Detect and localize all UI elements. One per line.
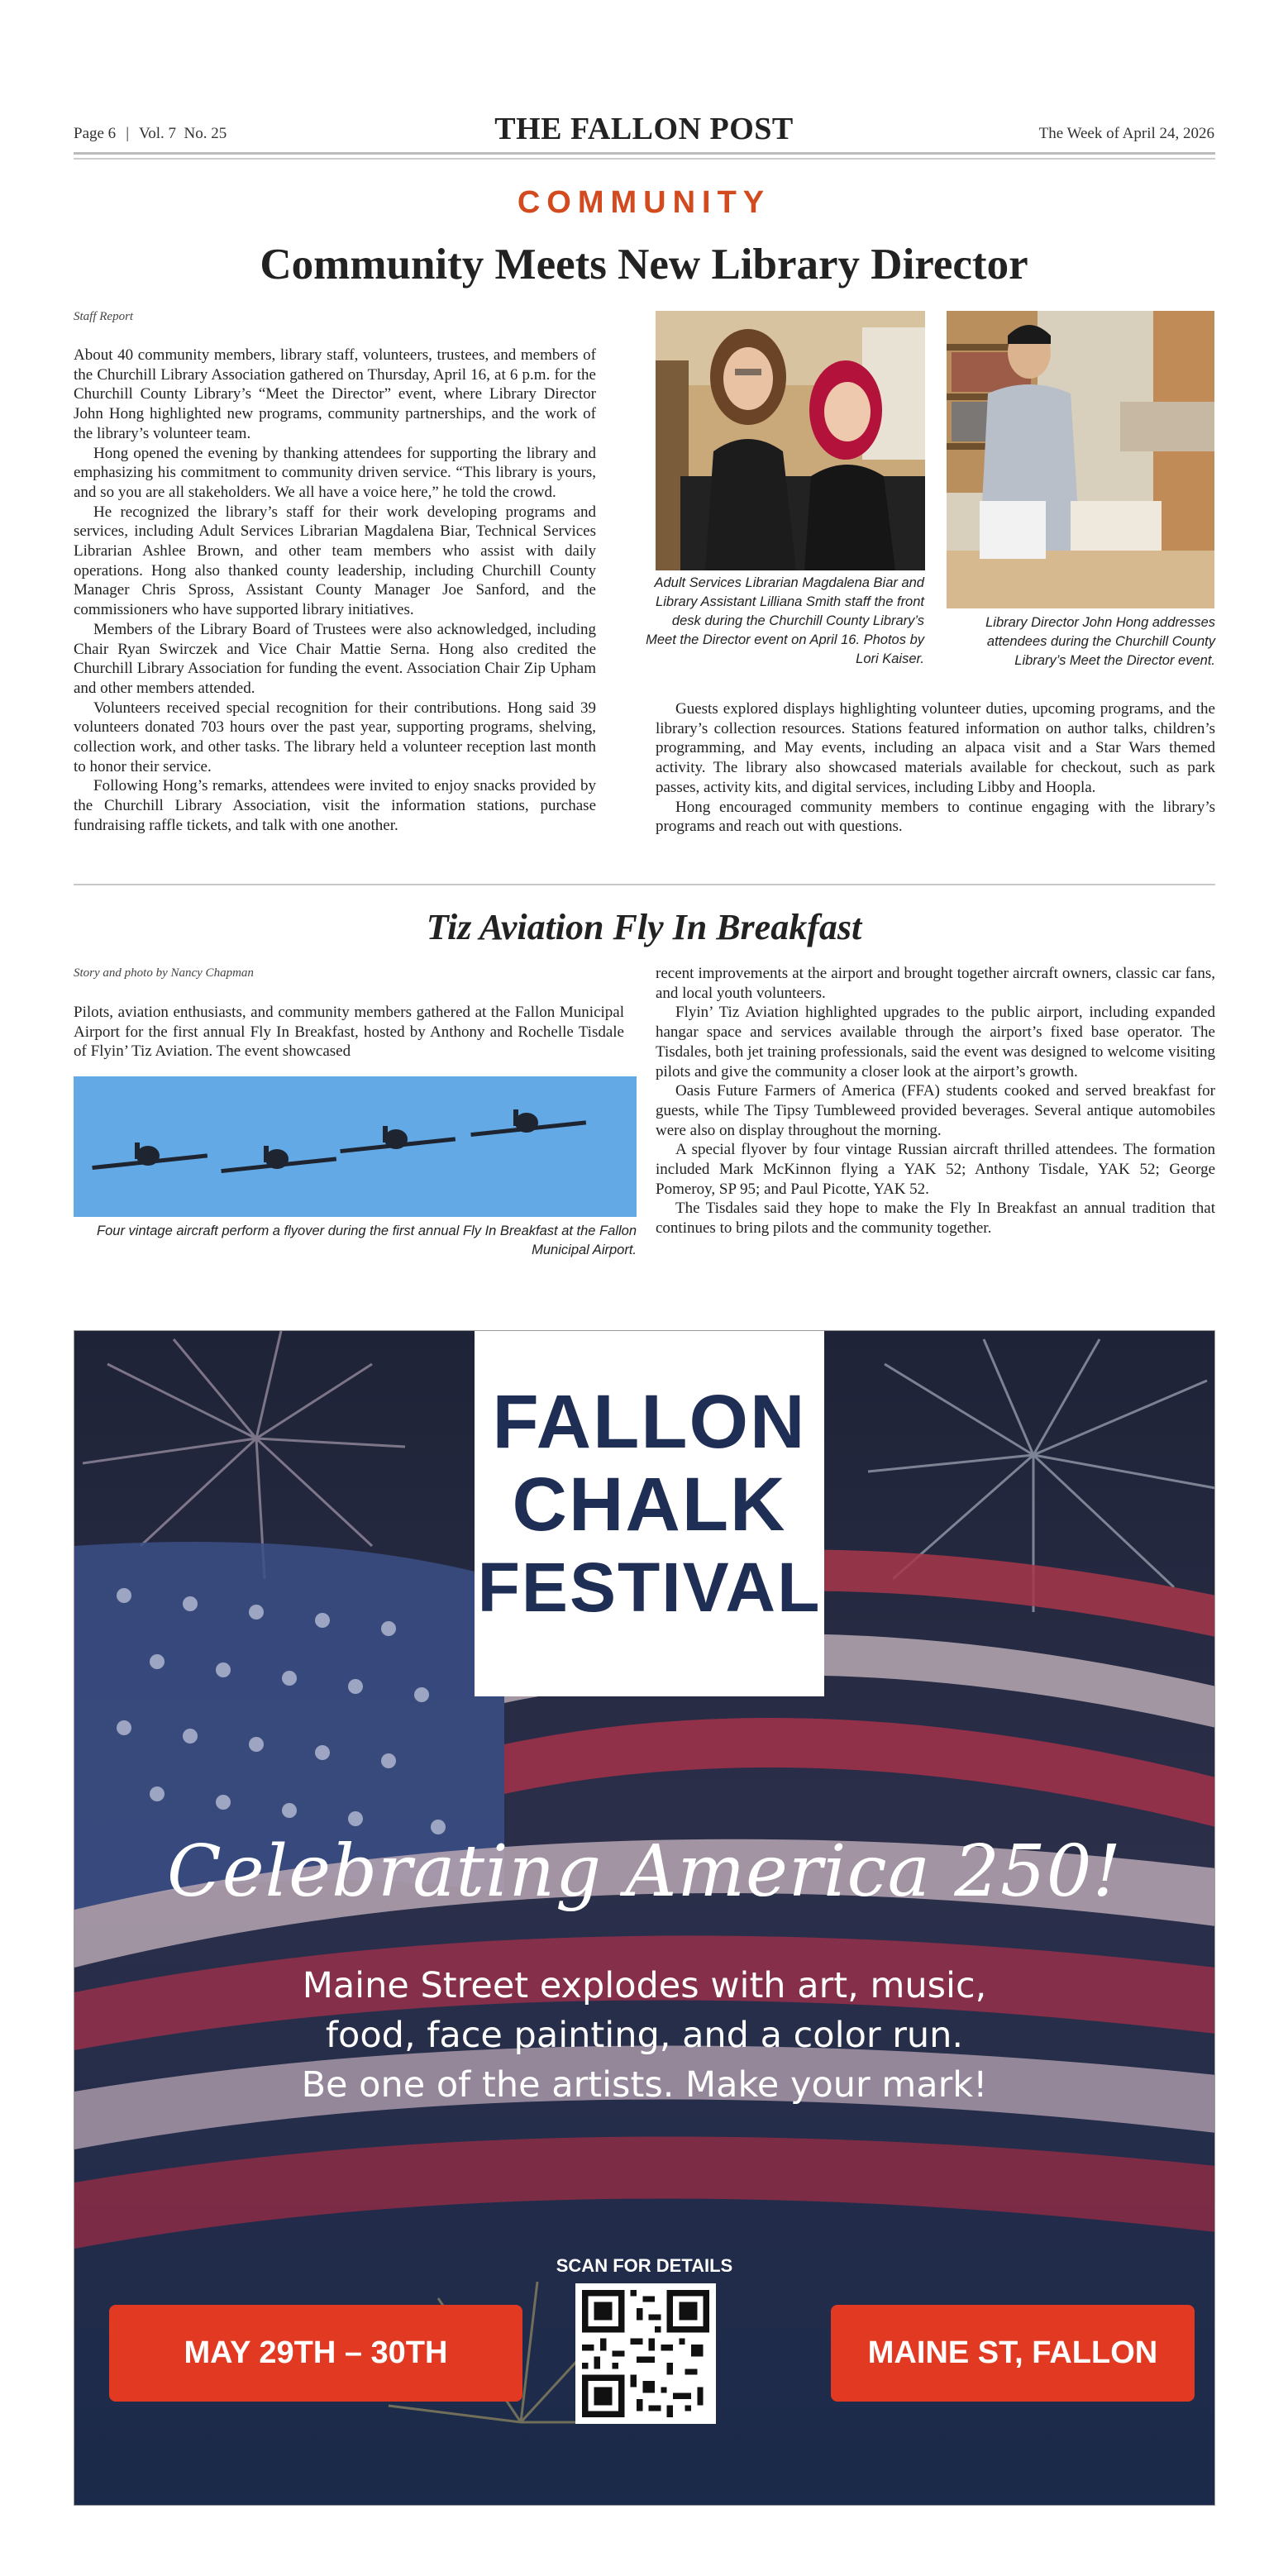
paragraph: Volunteers received special recognition for their contributions. Hong said 39 volunteers donated 703 hours over the past year, supporting programs, shelving, collection work, and other tasks. The library held a volunteer reception last month to honor their service.: [74, 699, 596, 775]
logo-line: FESTIVAL: [477, 1548, 822, 1626]
paragraph: recent improvements at the airport and brought together aircraft owners, classic car fans, and local youth volunteers.: [656, 965, 1215, 1002]
qr-code-pattern: [582, 2290, 709, 2417]
tagline-line: Maine Street explodes with art, music,: [302, 1965, 987, 2006]
paragraph: Flyin’ Tiz Aviation highlighted upgrades to the public airport, including expanded hangar space and services available through the airport’s fixed base operator. The Tisdales, both jet training professionals, said the event was designed to welcome visiting pilots and give the community a closer look at the airport’s growth.: [656, 1004, 1215, 1080]
festival-logo: [475, 1381, 824, 1629]
ad-headline: Celebrating America 250!: [166, 1830, 1123, 1913]
article-body-left: [74, 1003, 624, 1061]
article-divider: [74, 884, 1215, 885]
article-byline: Story and photo by Nancy Chapman: [74, 966, 254, 980]
tagline-line: Be one of the artists. Make your mark!: [301, 2064, 988, 2106]
paragraph: Oasis Future Farmers of America (FFA) students cooked and served breakfast for guests, while The Tipsy Tumbleweed provided beverages. Several antique automobiles were also on display throughout the morning.: [656, 1082, 1215, 1139]
volume-number: Vol. 7 No. 25: [139, 125, 227, 142]
paragraph: Pilots, aviation enthusiasts, and community members gathered at the Fallon Municipal Airport for the first annual Fly In Breakfast, hosted by Anthony and Rochelle Tisdale of Flyin’ Tiz Aviation. The event showcased: [74, 1004, 624, 1061]
masthead-rule-thin: [74, 158, 1215, 160]
chalk-festival-ad: [74, 1330, 1215, 2506]
article-body-right: [656, 964, 1215, 1238]
article-headline: Community Meets New Library Director: [260, 241, 1028, 289]
director-photo: [947, 311, 1214, 608]
tagline-line: food, face painting, and a color run.: [325, 2015, 964, 2056]
flyover-photo: [74, 1076, 637, 1217]
issue-date: The Week of April 24, 2026: [1038, 125, 1214, 142]
festival-dates: MAY 29TH – 30TH: [109, 2305, 522, 2402]
article-headline: Tiz Aviation Fly In Breakfast: [426, 907, 862, 947]
festival-location: MAINE ST, FALLON: [831, 2305, 1195, 2402]
masthead-rule: [74, 152, 1215, 155]
paragraph: About 40 community members, library staff, volunteers, trustees, and members of the Churchill Library Association gathered on Thursday, April 16, at 6 p.m. for the Churchill County Library’s “Meet the Director” event, where Library Director John Hong highlighted new programs, community partnerships, and the work of the library’s volunteer team.: [74, 346, 596, 442]
newspaper-title: THE FALLON POST: [494, 112, 794, 146]
page-number: Page 6: [74, 125, 117, 142]
scan-label: SCAN FOR DETAILS: [556, 2255, 733, 2276]
logo-line: FALLON: [492, 1380, 807, 1464]
article-byline: Staff Report: [74, 310, 134, 323]
section-label: COMMUNITY: [517, 185, 771, 220]
page-folio: Page 6 | Vol. 7 No. 25: [74, 125, 227, 142]
paragraph: The Tisdales said they hope to make the Fly In Breakfast an annual tradition that continues to bring pilots and the community together.: [656, 1200, 1215, 1238]
paragraph: Following Hong’s remarks, attendees were invited to enjoy snacks provided by the Churchill Library Association, visit the information stations, purchase fundraising raffle tickets, and talk with one another.: [74, 777, 596, 834]
director-photo-caption: Library Director John Hong addresses attendees during the Churchill County Library’s Meet the Director event.: [985, 615, 1215, 668]
paragraph: Guests explored displays highlighting volunteer duties, upcoming programs, and the library’s collection resources. Stations featured information on author talks, children’s programming, and May events, including an alpaca visit and a Star Wars themed activity. The library also showcased materials available for checkout, such as park passes, activity kits, and digital services, including Libby and Hoopla.: [656, 700, 1215, 796]
paragraph: He recognized the library’s staff for their work developing programs and services, including Adult Services Librarian Magdalena Biar, Technical Services Librarian Ashlee Brown, and other team members who assist with daily operations. Hong also thanked county leadership, including Churchill County Manager Chris Spross, Assistant County Manager Joe Sanford, and the commissioners who have supported library initiatives.: [74, 503, 596, 619]
flyover-photo-caption: Four vintage aircraft perform a flyover during the first annual Fly In Breakfast at the Fallon Municipal Airport.: [97, 1224, 637, 1257]
ad-tagline: [74, 1961, 1214, 2110]
article-body-right: [656, 699, 1215, 837]
qr-code[interactable]: [575, 2283, 716, 2424]
logo-line: CHALK: [512, 1462, 787, 1547]
article-body-left: [74, 346, 596, 836]
librarians-photo-caption: Adult Services Librarian Magdalena Biar and Library Assistant Lilliana Smith staff the front desk during the Churchill County Library’s Meet the Director event on April 16. Photos by Lori Kaiser.: [646, 575, 924, 666]
paragraph: A special flyover by four vintage Russian aircraft thrilled attendees. The formation included Mark McKinnon flying a YAK 52; Anthony Tisdale, YAK 52; George Pomeroy, SP 95; and Paul Picotte, YAK 52.: [656, 1141, 1215, 1198]
paragraph: Hong opened the evening by thanking attendees for supporting the library and emphasizing his commitment to community driven service. “This library is yours, and so you are all stakeholders. We all have a voice here,” he told the crowd.: [74, 444, 596, 501]
librarians-photo: [656, 311, 925, 570]
paragraph: Members of the Library Board of Trustees were also acknowledged, including Chair Ryan Swirczek and Vice Chair Mattie Serna. Hong also credited the Churchill Library Association for funding the event. Association Chair Zip Upham and other members attended.: [74, 620, 596, 697]
paragraph: Hong encouraged community members to continue engaging with the library’s programs and reach out with questions.: [656, 798, 1215, 836]
